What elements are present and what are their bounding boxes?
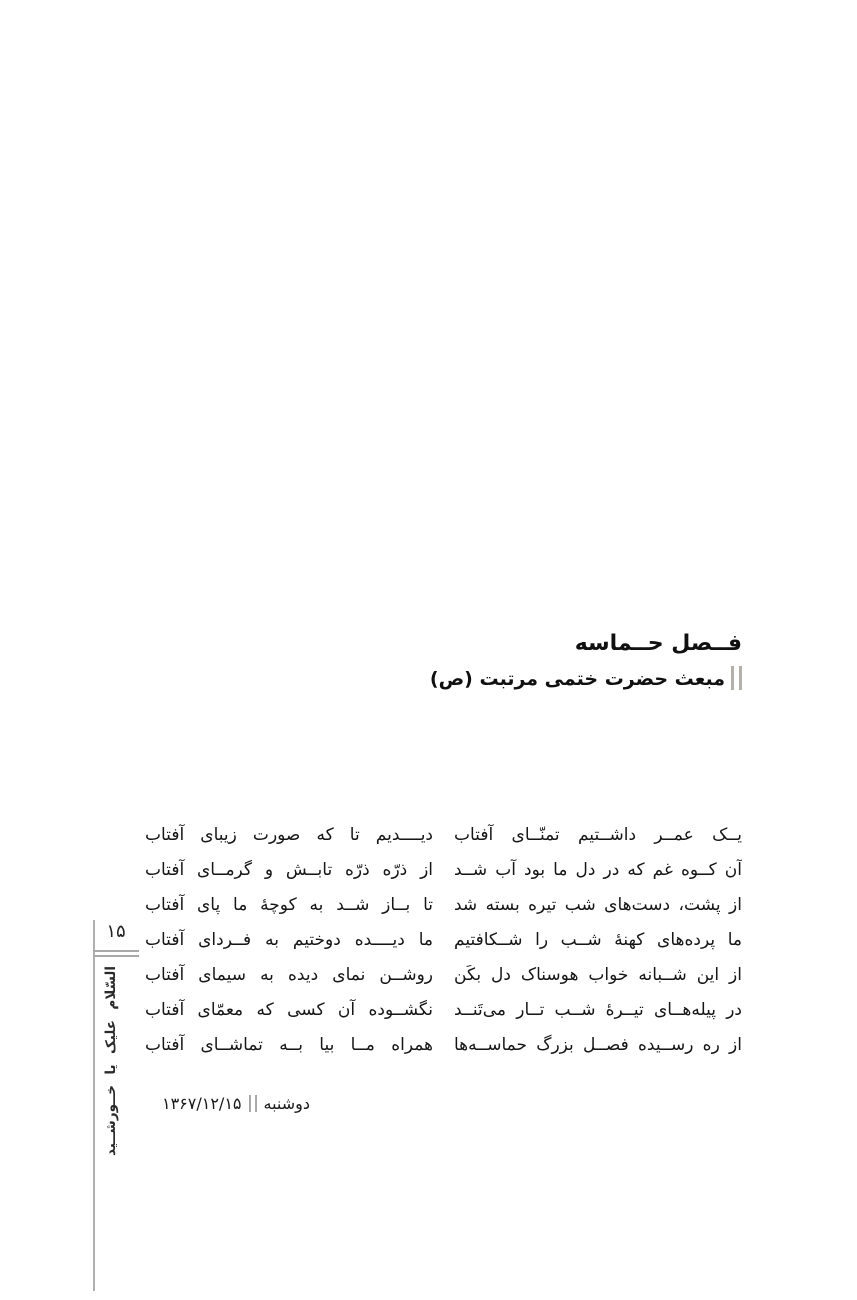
- hemistich-second: از ذرّه ذرّه تابــش و گرمــای آفتاب: [145, 860, 433, 880]
- verse-row: [145, 993, 742, 1028]
- hemistich-second: دیــــدیم تا که صورت زیبای آفتاب: [145, 825, 433, 845]
- date-line: [162, 1090, 310, 1118]
- verse-row: [145, 958, 742, 993]
- section-title: مبعث حضرت ختمی مرتبت (ص): [429, 668, 725, 690]
- hemistich-first: آن کــوه غم که در دل ما بود آب شــد: [454, 860, 742, 880]
- verse-row: [145, 1028, 742, 1063]
- chapter-title: فــصل حــماسه: [574, 631, 742, 656]
- hemistich-second: همراه مــا بیا بــه تماشــای آفتاب: [145, 1035, 433, 1055]
- hemistich-first: در پیله‌هــای تیــرهٔ شــب تــار می‌تَنــد: [454, 1000, 742, 1020]
- hemistich-first: از پشت، دست‌های شب تیره بسته شد: [454, 895, 742, 915]
- hemistich-first: از این شــبانه خواب هوسناک دل بکَن: [454, 965, 742, 985]
- chapter-header: [430, 629, 742, 692]
- section-title-row: [430, 666, 742, 692]
- hemistich-second: تا بــاز شــد به کوچهٔ ما پای آفتاب: [145, 895, 433, 915]
- hemistich-first: از ره رســیده فصــل بزرگ حماســه‌ها: [454, 1035, 742, 1055]
- hemistich-second: ما دیــــده دوختیم به فــردای آفتاب: [145, 930, 433, 950]
- hemistich-first: یــک عمــر داشــتیم تمنّــای آفتاب: [454, 825, 742, 845]
- double-bar-icon: [731, 666, 742, 690]
- verse-row: [145, 853, 742, 888]
- hemistich-second: روشــن نمای دیده به سیمای آفتاب: [145, 965, 433, 985]
- verse-row: [145, 818, 742, 853]
- verse-row: [145, 888, 742, 923]
- margin-double-rule: [93, 950, 139, 957]
- hemistich-first: ما پرده‌های کهنهٔ شــب را شــکافتیم: [454, 930, 742, 950]
- double-bar-icon: [249, 1095, 257, 1112]
- poem: [145, 818, 742, 1063]
- weekday-label: دوشنبه: [263, 1094, 310, 1113]
- hemistich-second: نگشــوده آن کسی که معمّای آفتاب: [145, 1000, 433, 1020]
- date-value: ۱۳۶۷/۱۲/۱۵: [161, 1094, 242, 1113]
- page-number: ۱۵: [106, 921, 126, 942]
- margin-vertical-rule: [93, 920, 95, 1291]
- margin-vertical-text: السّلام علیک یا خــورشــید: [103, 966, 119, 1156]
- verse-row: [145, 923, 742, 958]
